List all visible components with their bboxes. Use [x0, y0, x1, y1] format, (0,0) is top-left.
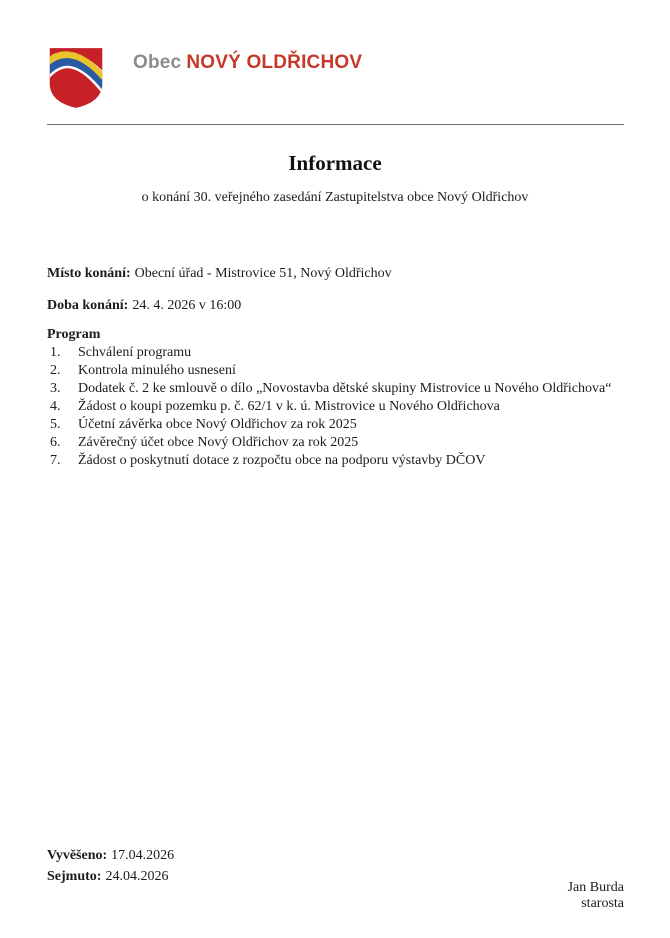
removed-line [47, 866, 174, 887]
program-item-text: Žádost o poskytnutí dotace z rozpočtu obce na podporu výstavby DČOV [78, 453, 486, 468]
page-title: Informace [288, 151, 382, 175]
program-item-text: Kontrola minulého usnesení [78, 363, 236, 378]
meeting-place-value: Obecní úřad - Mistrovice 51, Nový Oldřichov [134, 266, 392, 281]
program-item-number: 1. [50, 345, 61, 360]
posted-label: Vyvěšeno: [47, 848, 108, 863]
signature-block [568, 880, 624, 912]
meeting-time [47, 298, 241, 314]
municipality-title [133, 52, 362, 74]
page-subtitle: o konání 30. veřejného zasedání Zastupitelstva obce Nový Oldřichov [141, 190, 529, 205]
removed-date: 24.04.2026 [105, 869, 169, 884]
program-item [47, 344, 611, 362]
municipality-label: Obec [133, 52, 182, 73]
signature-role: starosta [581, 896, 624, 911]
program-heading: Program [47, 327, 101, 342]
municipality-name: NOVÝ OLDŘICHOV [186, 52, 363, 73]
program-item-number: 4. [50, 399, 61, 414]
removed-label: Sejmuto: [47, 869, 102, 884]
program-item-text: Žádost o koupi pozemku p. č. 62/1 v k. ú. Mistrovice u Nového Oldřichova [78, 399, 500, 414]
program-item [47, 434, 611, 452]
posted-date: 17.04.2026 [111, 848, 175, 863]
program-item-text: Účetní závěrka obce Nový Oldřichov za rok 2025 [78, 417, 357, 432]
program-item-text: Schválení programu [78, 345, 192, 360]
program-item [47, 362, 611, 380]
program-item-number: 6. [50, 435, 61, 450]
program-item [47, 380, 611, 398]
header-divider [47, 124, 624, 125]
program-item-number: 7. [50, 453, 61, 468]
meeting-time-value: 24. 4. 2026 v 16:00 [132, 298, 242, 313]
program-item-number: 5. [50, 417, 61, 432]
meeting-place-label: Místo konání: [47, 266, 131, 281]
meeting-place [47, 266, 392, 282]
posting-dates [47, 845, 174, 887]
coat-of-arms-icon [47, 45, 105, 111]
page-header [47, 45, 362, 111]
posted-line [47, 845, 174, 866]
program-item-text: Dodatek č. 2 ke smlouvě o dílo „Novostavba dětské skupiny Mistrovice u Nového Oldřichova“ [78, 381, 612, 396]
program-item [47, 416, 611, 434]
program-item-number: 2. [50, 363, 61, 378]
program-item [47, 452, 611, 470]
signature-name: Jan Burda [567, 880, 624, 895]
program-item [47, 398, 611, 416]
program-section [47, 326, 611, 470]
meeting-time-label: Doba konání: [47, 298, 129, 313]
program-item-number: 3. [50, 381, 61, 396]
program-item-text: Závěrečný účet obce Nový Oldřichov za rok 2025 [78, 435, 359, 450]
